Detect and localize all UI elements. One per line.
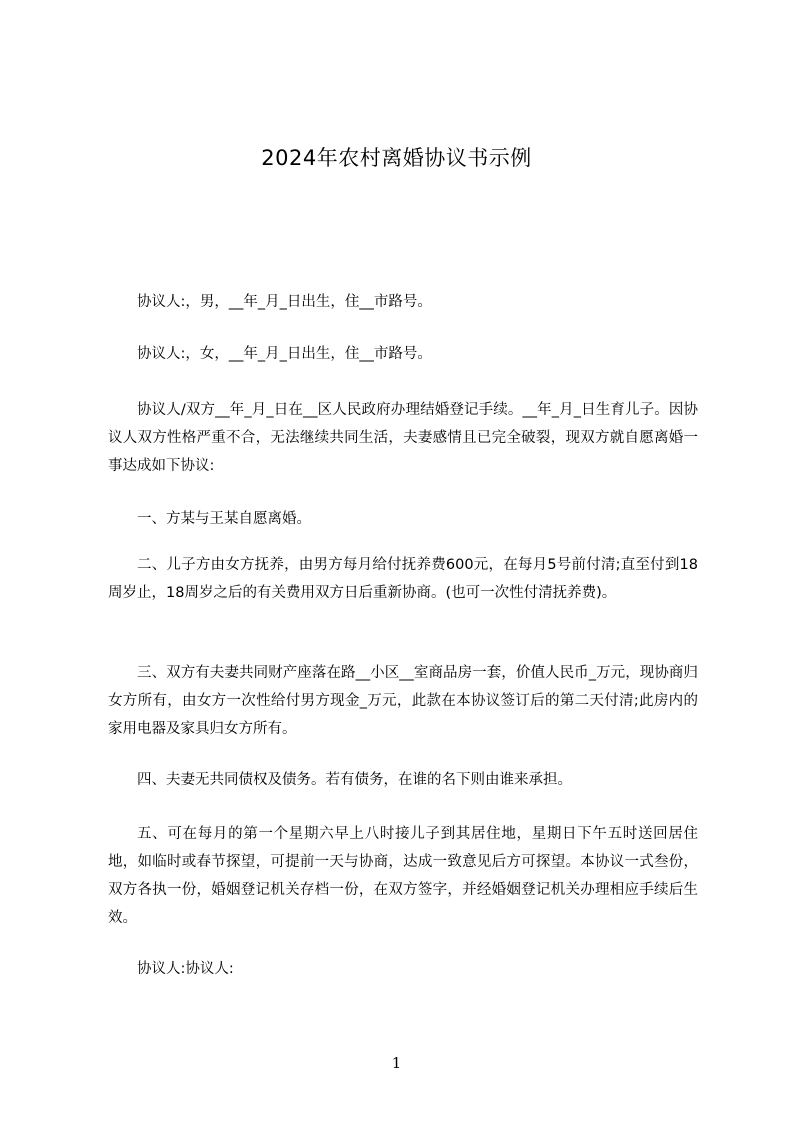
clause-4-paragraph: 四、夫妻无共同债权及债务。若有债务，在谁的名下则由谁来承担。 — [137, 772, 572, 788]
document-title: 2024年农村离婚协议书示例 — [261, 146, 532, 170]
clause-2-paragraph: 二、儿子方由女方抚养，由男方每月给付抚养费600元，在每月5号前付清;直至付到18周岁止，18周岁之后的有关费用双方日后重新协商。(也可一次性付清抚养费)。 — [108, 557, 698, 601]
party-female-paragraph: 协议人:，女，__年_月_日出生，住__市路号。 — [137, 346, 432, 362]
clause-3-paragraph: 三、双方有夫妻共同财产座落在路__小区__室商品房一套，价值人民币_万元，现协商归女方所有，由女方一次性给付男方现金_万元，此款在本协议签订后的第二天付清;此房内的家用电器及家具归女方所有。 — [108, 665, 698, 737]
signature-line: 协议人:协议人: — [137, 961, 234, 977]
clause-1-paragraph: 一、方某与王某自愿离婚。 — [137, 511, 311, 527]
preamble-paragraph: 协议人/双方__年_月_日在__区人民政府办理结婚登记手续。__年_月_日生育儿子。因协议人双方性格严重不合，无法继续共同生活，夫妻感情且已完全破裂，现双方就自愿离婚一事达成如下协议: — [108, 402, 698, 474]
page-number: 1 — [391, 1054, 402, 1072]
party-male-paragraph: 协议人:，男，__年_月_日出生，住__市路号。 — [137, 294, 432, 310]
clause-5-paragraph: 五、可在每月的第一个星期六早上八时接儿子到其居住地，星期日下午五时送回居住地，如临时或春节探望，可提前一天与协商，达成一致意见后方可探望。本协议一式叁份，双方各执一份，婚姻登记机关存档一份，在双方签字，并经婚姻登记机关办理相应手续后生效。 — [108, 826, 698, 926]
